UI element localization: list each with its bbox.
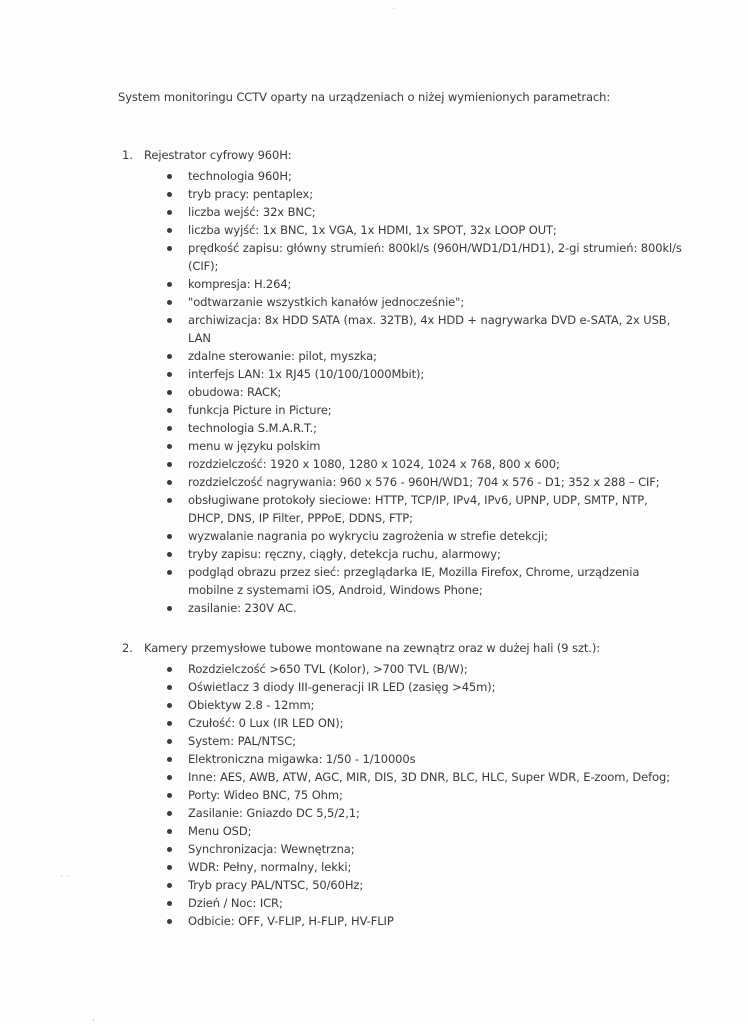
scan-speck: · · xyxy=(60,872,70,883)
spec-text: wyzwalanie nagrania po wykryciu zagrożenia w strefie detekcji; xyxy=(188,529,548,543)
section-number: 1. xyxy=(122,148,133,162)
spec-list xyxy=(122,660,682,930)
section-title xyxy=(122,146,682,164)
spec-text: zdalne sterowanie: pilot, myszka; xyxy=(188,349,377,363)
spec-item xyxy=(122,563,682,599)
spec-text: technologia 960H; xyxy=(188,169,292,183)
section-number: 2. xyxy=(122,641,133,655)
section-heading: Rejestrator cyfrowy 960H: xyxy=(144,148,292,162)
spec-text: liczba wejść: 32x BNC; xyxy=(188,205,316,219)
bullet-icon xyxy=(167,390,172,395)
bullet-icon xyxy=(167,570,172,575)
spec-item xyxy=(122,419,682,437)
bullet-icon xyxy=(167,210,172,215)
spec-text: Obiektyw 2.8 - 12mm; xyxy=(188,698,315,712)
spec-item xyxy=(122,768,682,786)
spec-item xyxy=(122,401,682,419)
spec-item xyxy=(122,678,682,696)
spec-text: funkcja Picture in Picture; xyxy=(188,403,332,417)
bullet-icon xyxy=(167,552,172,557)
spec-item xyxy=(122,383,682,401)
bullet-icon xyxy=(167,426,172,431)
bullet-icon xyxy=(167,847,172,852)
spec-item xyxy=(122,545,682,563)
spec-text: podgląd obrazu przez sieć: przeglądarka IE, Mozilla Firefox, Chrome, urządzenia mobilne z systemami iOS, Android, Windows Phone; xyxy=(188,565,640,597)
spec-text: tryby zapisu: ręczny, ciągły, detekcja ruchu, alarmowy; xyxy=(188,547,501,561)
bullet-icon xyxy=(167,703,172,708)
spec-item xyxy=(122,365,682,383)
bullet-icon xyxy=(167,228,172,233)
spec-text: Elektroniczna migawka: 1/50 - 1/10000s xyxy=(188,752,416,766)
bullet-icon xyxy=(167,282,172,287)
spec-item xyxy=(122,491,682,527)
bullet-icon xyxy=(167,372,172,377)
bullet-icon xyxy=(167,174,172,179)
bullet-icon xyxy=(167,685,172,690)
scan-speck: · xyxy=(392,4,396,15)
spec-item xyxy=(122,660,682,678)
spec-text: obudowa: RACK; xyxy=(188,385,282,399)
intro-text: System monitoringu CCTV oparty na urządzeniach o niżej wymienionych parametrach: xyxy=(118,90,611,104)
spec-text: interfejs LAN: 1x RJ45 (10/100/1000Mbit); xyxy=(188,367,425,381)
bullet-icon xyxy=(167,919,172,924)
spec-item xyxy=(122,437,682,455)
scan-speck: , xyxy=(92,1012,96,1023)
spec-item xyxy=(122,221,682,239)
bullet-icon xyxy=(167,883,172,888)
spec-text: prędkość zapisu: główny strumień: 800kl/s (960H/WD1/D1/HD1), 2-gi strumień: 800kl/s (CIF); xyxy=(188,241,682,273)
spec-text: Odbicie: OFF, V-FLIP, H-FLIP, HV-FLIP xyxy=(188,914,394,928)
spec-text: Porty: Wideo BNC, 75 Ohm; xyxy=(188,788,343,802)
spec-text: System: PAL/NTSC; xyxy=(188,734,296,748)
bullet-icon xyxy=(167,739,172,744)
bullet-icon xyxy=(167,246,172,251)
spec-item xyxy=(122,822,682,840)
bullet-icon xyxy=(167,606,172,611)
bullet-icon xyxy=(167,444,172,449)
spec-list xyxy=(122,167,682,617)
spec-item xyxy=(122,912,682,930)
spec-item xyxy=(122,876,682,894)
bullet-icon xyxy=(167,775,172,780)
spec-item xyxy=(122,696,682,714)
spec-item xyxy=(122,894,682,912)
spec-text: rozdzielczość nagrywania: 960 x 576 - 960H/WD1; 704 x 576 - D1; 352 x 288 – CIF; xyxy=(188,475,660,489)
spec-item xyxy=(122,714,682,732)
section-title xyxy=(122,639,682,657)
spec-text: Synchronizacja: Wewnętrzna; xyxy=(188,842,355,856)
bullet-icon xyxy=(167,354,172,359)
spec-text: WDR: Pełny, normalny, lekki; xyxy=(188,860,352,874)
bullet-icon xyxy=(167,793,172,798)
spec-text: rozdzielczość: 1920 x 1080, 1280 x 1024, 1024 x 768, 800 x 600; xyxy=(188,457,560,471)
spec-item xyxy=(122,732,682,750)
section-recorder xyxy=(122,146,682,617)
spec-text: liczba wyjść: 1x BNC, 1x VGA, 1x HDMI, 1x SPOT, 32x LOOP OUT; xyxy=(188,223,557,237)
spec-item xyxy=(122,750,682,768)
bullet-icon xyxy=(167,811,172,816)
spec-text: Tryb pracy PAL/NTSC, 50/60Hz; xyxy=(188,878,364,892)
spec-item xyxy=(122,185,682,203)
spec-item xyxy=(122,858,682,876)
spec-text: archiwizacja: 8x HDD SATA (max. 32TB), 4x HDD + nagrywarka DVD e-SATA, 2x USB, LAN xyxy=(188,313,671,345)
bullet-icon xyxy=(167,498,172,503)
spec-text: "odtwarzanie wszystkich kanałów jednocześnie"; xyxy=(188,295,465,309)
spec-text: Zasilanie: Gniazdo DC 5,5/2,1; xyxy=(188,806,360,820)
spec-text: Menu OSD; xyxy=(188,824,252,838)
spec-item xyxy=(122,239,682,275)
spec-text: Oświetlacz 3 diody III-generacji IR LED (zasięg >45m); xyxy=(188,680,496,694)
spec-text: menu w języku polskim xyxy=(188,439,321,453)
spec-text: zasilanie: 230V AC. xyxy=(188,601,297,615)
bullet-icon xyxy=(167,757,172,762)
spec-item xyxy=(122,786,682,804)
spec-item xyxy=(122,347,682,365)
spec-item xyxy=(122,473,682,491)
bullet-icon xyxy=(167,534,172,539)
bullet-icon xyxy=(167,192,172,197)
bullet-icon xyxy=(167,865,172,870)
spec-item xyxy=(122,840,682,858)
spec-text: obsługiwane protokoły sieciowe: HTTP, TCP/IP, IPv4, IPv6, UPNP, UDP, SMTP, NTP, DHCP, DNS, IP Filter, PPPoE, DDNS, FTP; xyxy=(188,493,648,525)
spec-text: technologia S.M.A.R.T.; xyxy=(188,421,317,435)
spec-item xyxy=(122,311,682,347)
spec-item xyxy=(122,527,682,545)
section-heading: Kamery przemysłowe tubowe montowane na zewnątrz oraz w dużej hali (9 szt.): xyxy=(144,641,601,655)
spec-item xyxy=(122,804,682,822)
bullet-icon xyxy=(167,462,172,467)
spec-text: Dzień / Noc: ICR; xyxy=(188,896,283,910)
spec-item xyxy=(122,599,682,617)
spec-item xyxy=(122,275,682,293)
bullet-icon xyxy=(167,901,172,906)
bullet-icon xyxy=(167,408,172,413)
bullet-icon xyxy=(167,480,172,485)
bullet-icon xyxy=(167,667,172,672)
spec-item xyxy=(122,293,682,311)
spec-text: Czułość: 0 Lux (IR LED ON); xyxy=(188,716,344,730)
bullet-icon xyxy=(167,829,172,834)
bullet-icon xyxy=(167,721,172,726)
bullet-icon xyxy=(167,300,172,305)
spec-item xyxy=(122,167,682,185)
spec-item xyxy=(122,455,682,473)
spec-text: Inne: AES, AWB, ATW, AGC, MIR, DIS, 3D DNR, BLC, HLC, Super WDR, E-zoom, Defog; xyxy=(188,770,671,784)
spec-item xyxy=(122,203,682,221)
spec-text: tryb pracy: pentaplex; xyxy=(188,187,313,201)
spec-text: Rozdzielczość >650 TVL (Kolor), >700 TVL (B/W); xyxy=(188,662,468,676)
section-cameras xyxy=(122,639,682,930)
bullet-icon xyxy=(167,318,172,323)
spec-text: kompresja: H.264; xyxy=(188,277,292,291)
